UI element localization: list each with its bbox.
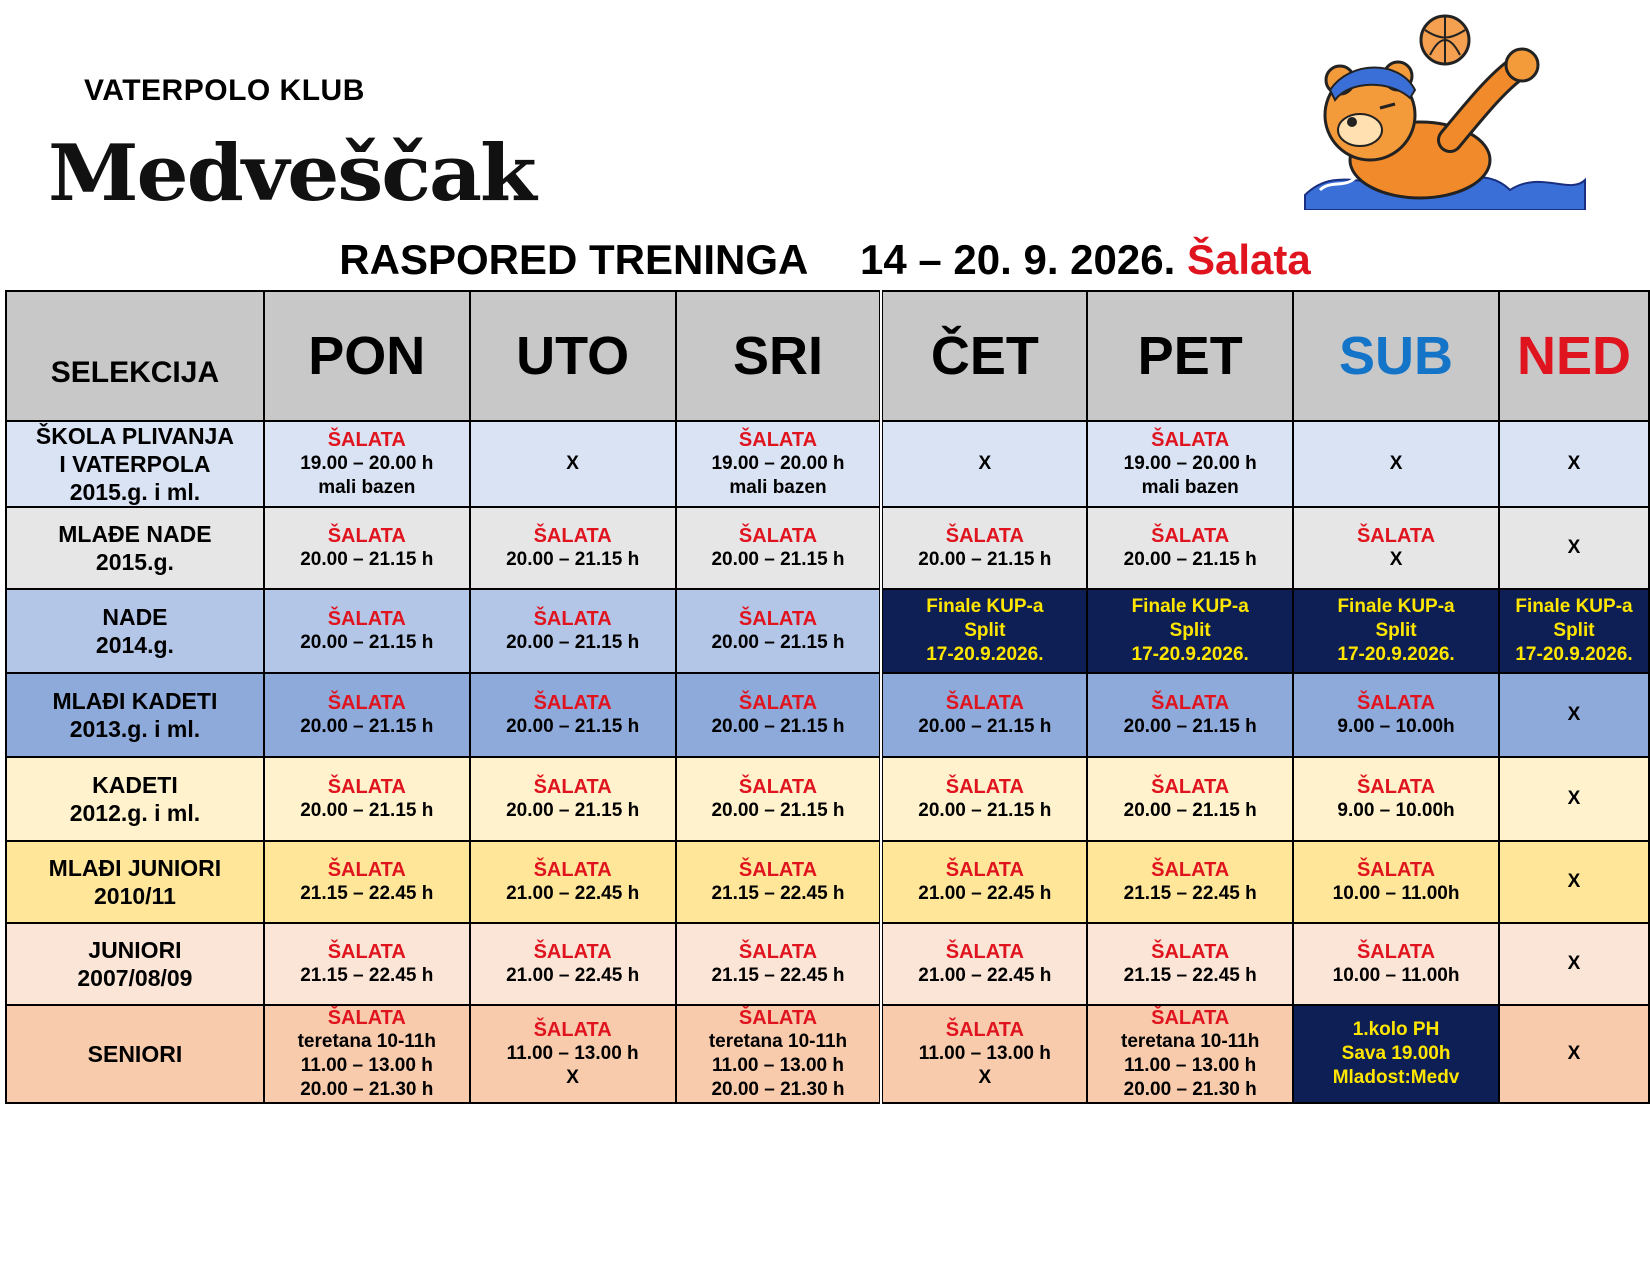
cell-line: Finale KUP-a: [926, 596, 1044, 617]
schedule-cell: [470, 757, 676, 841]
table-row: [6, 1005, 1649, 1103]
cell-line: ŠALATA: [1151, 776, 1230, 798]
cell-line: ŠALATA: [1356, 776, 1436, 798]
schedule-cell: [470, 507, 676, 589]
selection-cell: [6, 757, 264, 841]
cell-line: ŠALATA: [327, 525, 406, 547]
schedule-cell: [1087, 589, 1293, 673]
cell-line: 20.00 – 21.30 h: [711, 1079, 845, 1100]
schedule-cell: [1293, 757, 1499, 841]
cell-line: 19.00 – 20.00 h: [300, 453, 434, 474]
table-row: [6, 507, 1649, 589]
header-day: NED: [1499, 291, 1649, 421]
cell-line: ŠALATA: [945, 525, 1024, 547]
cell-line: X: [978, 1067, 992, 1088]
cell-line: 21.00 – 22.45 h: [506, 965, 640, 986]
cell-line: Split: [1169, 620, 1211, 641]
cell-line: 21.15 – 22.45 h: [1123, 965, 1257, 986]
cell-line: ŠALATA: [533, 692, 612, 714]
schedule-cell: [676, 589, 882, 673]
table-row: [6, 421, 1649, 507]
cell-line: 11.00 – 13.00 h: [506, 1043, 639, 1064]
cell-line: 20.00 – 21.15 h: [711, 800, 845, 821]
schedule-cell: [1087, 923, 1293, 1005]
cell-line: ŠALATA: [738, 525, 818, 547]
schedule-title: [0, 236, 1650, 284]
selection-line: I VATERPOLA: [59, 451, 211, 477]
cell-line: 9.00 – 10.00h: [1337, 800, 1455, 821]
cell-line: 19.00 – 20.00 h: [1123, 453, 1257, 474]
table-row: [6, 841, 1649, 923]
cell-line: teretana 10-11h: [297, 1031, 436, 1052]
cell-line: 19.00 – 20.00 h: [711, 453, 845, 474]
bear-mascot-icon: [1300, 10, 1590, 210]
header-row: [6, 291, 1649, 421]
cell-line: teretana 10-11h: [1121, 1031, 1260, 1052]
cell-line: teretana 10-11h: [708, 1031, 848, 1052]
cell-line: ŠALATA: [327, 859, 406, 881]
cell-line: 9.00 – 10.00h: [1337, 716, 1455, 737]
cell-line: ŠALATA: [533, 776, 612, 798]
table-row: [6, 757, 1649, 841]
selection-line: NADE: [102, 604, 168, 630]
cell-line: 21.15 – 22.45 h: [711, 965, 845, 986]
cell-line: ŠALATA: [533, 525, 612, 547]
header-day: PET: [1087, 291, 1293, 421]
cell-line: mali bazen: [318, 477, 416, 498]
header-day: ČET: [881, 291, 1087, 421]
cell-line: 17-20.9.2026.: [1131, 644, 1249, 665]
selection-cell: [6, 589, 264, 673]
cell-line: ŠALATA: [1151, 1007, 1230, 1029]
schedule-cell: [1499, 421, 1649, 507]
schedule-cell: [676, 673, 882, 757]
schedule-cell: [881, 507, 1087, 589]
schedule-cell: [470, 421, 676, 507]
schedule-cell: [676, 421, 882, 507]
schedule-cell: [881, 841, 1087, 923]
title-dates: 14 – 20. 9. 2026.: [860, 236, 1176, 283]
schedule-cell: [676, 757, 882, 841]
cell-line: X: [978, 453, 992, 474]
schedule-cell: [881, 923, 1087, 1005]
selection-line: KADETI: [92, 772, 178, 798]
schedule-cell: [881, 673, 1087, 757]
cell-line: ŠALATA: [738, 692, 818, 714]
cell-line: ŠALATA: [1356, 859, 1436, 881]
cell-line: 20.00 – 21.15 h: [506, 632, 640, 653]
training-schedule-table: [5, 290, 1650, 1104]
schedule-cell: [676, 507, 882, 589]
header-day: SRI: [676, 291, 882, 421]
cell-line: 17-20.9.2026.: [1337, 644, 1455, 665]
cell-line: X: [566, 453, 579, 474]
cell-line: mali bazen: [729, 477, 827, 498]
schedule-cell: [1293, 923, 1499, 1005]
selection-cell: [6, 673, 264, 757]
schedule-cell: [881, 1005, 1087, 1103]
cell-line: ŠALATA: [1151, 859, 1230, 881]
cell-line: ŠALATA: [1356, 692, 1436, 714]
schedule-cell: [1087, 673, 1293, 757]
cell-line: 20.00 – 21.15 h: [918, 800, 1052, 821]
schedule-cell: [264, 757, 470, 841]
schedule-cell: [264, 507, 470, 589]
cell-line: ŠALATA: [1151, 525, 1230, 547]
cell-line: 20.00 – 21.15 h: [1123, 800, 1257, 821]
cell-line: 20.00 – 21.30 h: [300, 1079, 434, 1100]
cell-line: X: [1389, 549, 1403, 570]
cell-line: 20.00 – 21.15 h: [300, 800, 434, 821]
cell-line: ŠALATA: [738, 776, 818, 798]
cell-line: 11.00 – 13.00 h: [300, 1055, 433, 1076]
schedule-cell: [264, 841, 470, 923]
schedule-cell: [1293, 507, 1499, 589]
schedule-cell: [881, 757, 1087, 841]
cell-line: X: [1567, 953, 1581, 974]
cell-line: 17-20.9.2026.: [1515, 644, 1633, 665]
cell-line: X: [1567, 453, 1581, 474]
header-day: SUB: [1293, 291, 1499, 421]
cell-line: ŠALATA: [1151, 429, 1230, 451]
cell-line: ŠALATA: [738, 608, 818, 630]
cell-line: 1.kolo PH: [1352, 1019, 1440, 1040]
title-location: Šalata: [1186, 236, 1311, 283]
schedule-cell: [470, 673, 676, 757]
cell-line: 20.00 – 21.15 h: [506, 716, 640, 737]
cell-line: ŠALATA: [533, 941, 612, 963]
schedule-cell: [1499, 589, 1649, 673]
cell-line: ŠALATA: [945, 941, 1024, 963]
cell-line: 20.00 – 21.30 h: [1123, 1079, 1257, 1100]
cell-line: Split: [964, 620, 1006, 641]
schedule-cell: [470, 1005, 676, 1103]
cell-line: 21.15 – 22.45 h: [1123, 883, 1257, 904]
cell-line: Split: [1553, 620, 1595, 641]
cell-line: ŠALATA: [1356, 525, 1436, 547]
cell-line: 10.00 – 11.00h: [1332, 883, 1460, 904]
club-logo: [48, 128, 535, 220]
cell-line: Finale KUP-a: [1515, 596, 1633, 617]
schedule-cell: [264, 421, 470, 507]
schedule-cell: [1499, 673, 1649, 757]
schedule-cell: [1499, 1005, 1649, 1103]
selection-cell: [6, 421, 264, 507]
club-logo-text: Medveščak: [48, 128, 535, 219]
schedule-cell: [264, 589, 470, 673]
selection-line: ŠKOLA PLIVANJA: [35, 423, 234, 449]
cell-line: X: [1567, 537, 1581, 558]
cell-line: ŠALATA: [945, 776, 1024, 798]
cell-line: ŠALATA: [327, 1007, 406, 1029]
cell-line: ŠALATA: [533, 859, 612, 881]
schedule-cell: [1293, 421, 1499, 507]
cell-line: ŠALATA: [1151, 941, 1230, 963]
cell-line: 20.00 – 21.15 h: [918, 549, 1052, 570]
cell-line: X: [1567, 871, 1581, 892]
schedule-cell: [1293, 1005, 1499, 1103]
selection-line: 2007/08/09: [77, 965, 193, 991]
header-day: PON: [264, 291, 470, 421]
cell-line: ŠALATA: [327, 941, 406, 963]
cell-line: mali bazen: [1141, 477, 1239, 498]
selection-line: 2015.g.: [95, 549, 174, 575]
cell-line: X: [566, 1067, 579, 1088]
cell-line: 20.00 – 21.15 h: [300, 632, 434, 653]
schedule-cell: [881, 421, 1087, 507]
schedule-cell: [1293, 589, 1499, 673]
cell-line: ŠALATA: [738, 1007, 818, 1029]
cell-line: 21.15 – 22.45 h: [300, 965, 434, 986]
title-main: RASPORED TRENINGA: [339, 236, 809, 283]
cell-line: 20.00 – 21.15 h: [711, 632, 845, 653]
selection-cell: [6, 1005, 264, 1103]
cell-line: 11.00 – 13.00 h: [711, 1055, 845, 1076]
cell-line: Split: [1375, 620, 1417, 641]
schedule-cell: [1499, 841, 1649, 923]
header-day: UTO: [470, 291, 676, 421]
cell-line: Sava 19.00h: [1341, 1043, 1451, 1064]
cell-line: ŠALATA: [945, 859, 1024, 881]
cell-line: 11.00 – 13.00 h: [1124, 1055, 1257, 1076]
cell-line: ŠALATA: [327, 692, 406, 714]
schedule-cell: [470, 589, 676, 673]
schedule-cell: [1499, 923, 1649, 1005]
cell-line: 20.00 – 21.15 h: [711, 716, 845, 737]
schedule-cell: [1087, 507, 1293, 589]
header-selection: SELEKCIJA: [6, 291, 264, 421]
cell-line: Mladost:Medv: [1332, 1067, 1460, 1088]
cell-line: Finale KUP-a: [1337, 596, 1455, 617]
selection-line: MLAĐE NADE: [58, 521, 212, 547]
cell-line: X: [1567, 1043, 1581, 1064]
cell-line: ŠALATA: [533, 608, 612, 630]
selection-line: 2015.g. i ml.: [69, 479, 201, 505]
schedule-cell: [1087, 841, 1293, 923]
schedule-cell: [264, 1005, 470, 1103]
table-row: [6, 923, 1649, 1005]
cell-line: 21.15 – 22.45 h: [300, 883, 434, 904]
cell-line: ŠALATA: [1356, 941, 1436, 963]
schedule-cell: [881, 589, 1087, 673]
schedule-cell: [470, 841, 676, 923]
selection-line: 2013.g. i ml.: [69, 716, 201, 742]
cell-line: 20.00 – 21.15 h: [300, 716, 434, 737]
schedule-cell: [676, 923, 882, 1005]
selection-line: MLAĐI JUNIORI: [48, 855, 222, 881]
cell-line: ŠALATA: [738, 429, 818, 451]
schedule-cell: [1087, 757, 1293, 841]
selection-line: JUNIORI: [88, 937, 182, 963]
cell-line: 20.00 – 21.15 h: [506, 549, 640, 570]
cell-line: ŠALATA: [327, 608, 406, 630]
cell-line: 20.00 – 21.15 h: [1123, 716, 1257, 737]
cell-line: X: [1567, 704, 1581, 725]
cell-line: 21.00 – 22.45 h: [506, 883, 640, 904]
selection-cell: [6, 923, 264, 1005]
cell-line: 21.00 – 22.45 h: [918, 965, 1052, 986]
cell-line: 10.00 – 11.00h: [1332, 965, 1460, 986]
schedule-cell: [470, 923, 676, 1005]
cell-line: ŠALATA: [738, 859, 818, 881]
cell-line: ŠALATA: [945, 692, 1024, 714]
cell-line: 21.00 – 22.45 h: [918, 883, 1052, 904]
table-row: [6, 673, 1649, 757]
schedule-cell: [676, 841, 882, 923]
schedule-cell: [1087, 421, 1293, 507]
selection-line: 2012.g. i ml.: [69, 800, 201, 826]
schedule-cell: [1499, 507, 1649, 589]
schedule-cell: [1499, 757, 1649, 841]
cell-line: ŠALATA: [945, 1019, 1024, 1041]
schedule-cell: [264, 923, 470, 1005]
schedule-cell: [1087, 1005, 1293, 1103]
schedule-cell: [1293, 841, 1499, 923]
cell-line: X: [1567, 788, 1581, 809]
selection-line: 2014.g.: [95, 632, 174, 658]
cell-line: ŠALATA: [327, 429, 406, 451]
selection-cell: [6, 507, 264, 589]
cell-line: X: [1389, 453, 1403, 474]
selection-line: MLAĐI KADETI: [52, 688, 218, 714]
cell-line: ŠALATA: [327, 776, 406, 798]
table-row: [6, 589, 1649, 673]
selection-line: SENIORI: [87, 1041, 183, 1067]
cell-line: 21.15 – 22.45 h: [711, 883, 845, 904]
selection-line: 2010/11: [93, 883, 176, 909]
cell-line: 11.00 – 13.00 h: [918, 1043, 1051, 1064]
cell-line: 20.00 – 21.15 h: [300, 549, 434, 570]
cell-line: Finale KUP-a: [1131, 596, 1249, 617]
cell-line: 17-20.9.2026.: [926, 644, 1044, 665]
cell-line: 20.00 – 21.15 h: [918, 716, 1052, 737]
cell-line: ŠALATA: [533, 1019, 612, 1041]
schedule-cell: [676, 1005, 882, 1103]
schedule-cell: [264, 673, 470, 757]
cell-line: 20.00 – 21.15 h: [1123, 549, 1257, 570]
schedule-cell: [1293, 673, 1499, 757]
cell-line: 20.00 – 21.15 h: [506, 800, 640, 821]
club-name: VATERPOLO KLUB: [84, 74, 365, 107]
cell-line: 20.00 – 21.15 h: [711, 549, 845, 570]
selection-cell: [6, 841, 264, 923]
cell-line: ŠALATA: [738, 941, 818, 963]
cell-line: ŠALATA: [1151, 692, 1230, 714]
